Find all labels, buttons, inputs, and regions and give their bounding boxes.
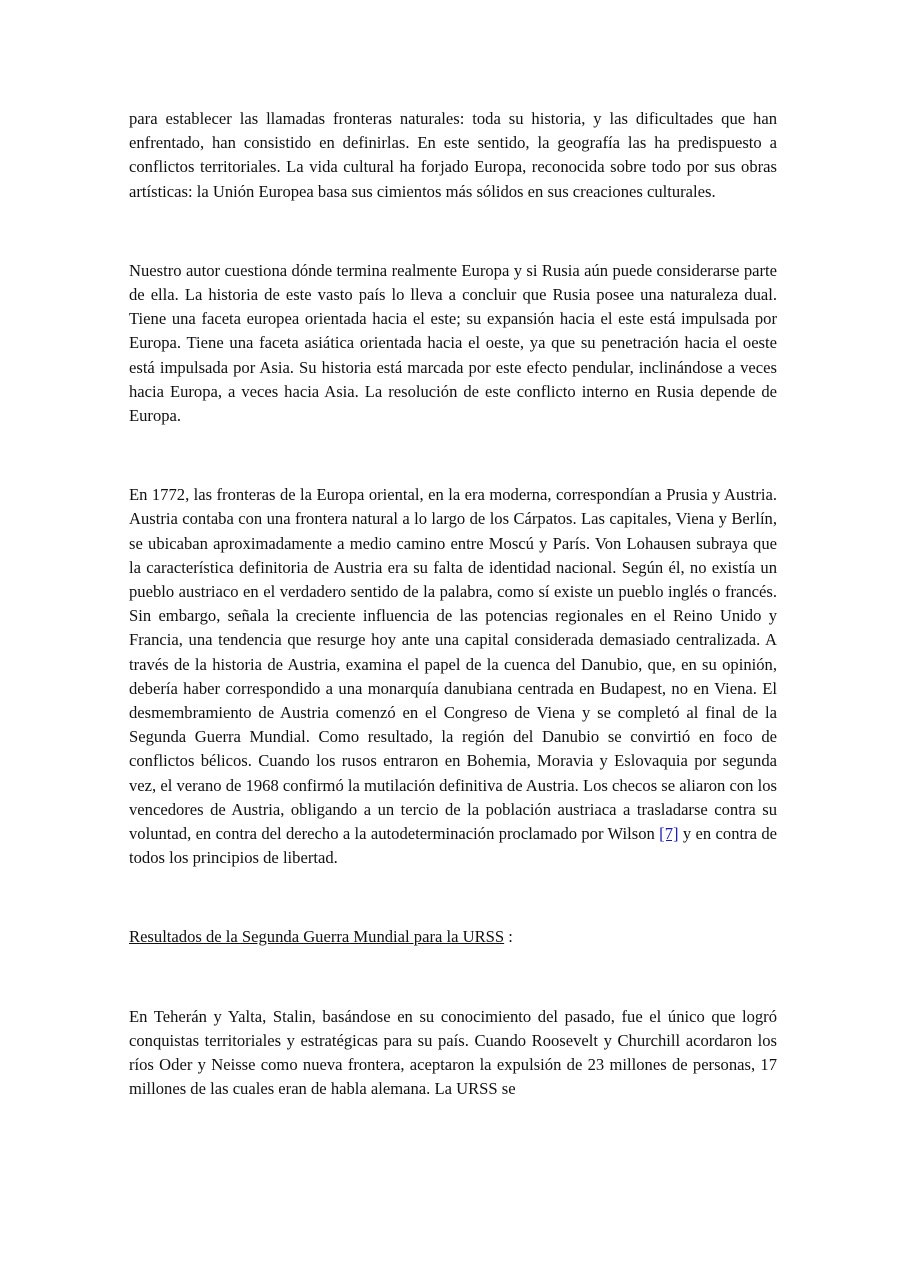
paragraph-austria-history (129, 483, 777, 870)
section-heading-colon: : (504, 927, 513, 947)
paragraph-natural-borders: para establecer las llamadas fronteras naturales: toda su historia, y las dificultades que han enfrentado, han consistido en definirlas. En este sentido, la geografía las ha predispuesto a conflictos territoriales. La vida cultural ha forjado Europa, reconocida sobre todo por sus obras artísticas: la Unión Europea basa sus cimientos más sólidos en sus creaciones culturales. (129, 109, 777, 201)
document-page (129, 107, 777, 1102)
section-heading-ussr-results (129, 925, 777, 949)
footnote-link-7[interactable]: [7] (659, 824, 679, 844)
paragraph-austria-text: En 1772, las fronteras de la Europa oriental, en la era moderna, correspondían a Prusia y Austria. Austria contaba con una frontera natural a lo largo de los Cárpatos. Las capitales, Viena y Berlín, se ubicaban aproximadamente a medio camino entre Moscú y París. Von Lohausen subraya que la característica definitoria de Austria era su falta de identidad nacional. Según él, no existía un pueblo austriaco en el verdadero sentido de la palabra, como sí existe un pueblo inglés o francés. Sin embargo, señala la creciente influencia de las potencias regionales en el Reino Unido y Francia, una tendencia que resurge hoy ante una capital considerada demasiado centralizada. A través de la historia de Austria, examina el papel de la cuenca del Danubio, que, en su opinión, debería haber correspondido a una monarquía danubiana centrada en Budapest, no en Viena. El desmembramiento de Austria comenzó en el Congreso de Viena y se completó al final de la Segunda Guerra Mundial. Como resultado, la región del Danubio se convirtió en foco de conflictos bélicos. Cuando los rusos entraron en Bohemia, Moravia y Eslovaquia por segunda vez, el verano de 1968 confirmó la mutilación definitiva de Austria. Los checos se aliaron con los vencedores de Austria, obligando a un tercio de la población austriaca a trasladarse contra su voluntad, en contra del derecho a la autodeterminación proclamado por Wilson (129, 485, 777, 844)
paragraph-austria-text-end: y en contra de todos los principios de libertad. (129, 824, 777, 868)
paragraph-tehran-yalta: En Teherán y Yalta, Stalin, basándose en su conocimiento del pasado, fue el único que logró conquistas territoriales y estratégicas para su país. Cuando Roosevelt y Churchill acordaron los ríos Oder y Neisse como nueva frontera, aceptaron la expulsión de 23 millones de personas, 17 millones de las cuales eran de habla alemana. La URSS se (129, 1006, 777, 1099)
paragraph-russia-dual-nature: Nuestro autor cuestiona dónde termina realmente Europa y si Rusia aún puede considerarse parte de ella. La historia de este vasto país lo lleva a concluir que Rusia posee una naturaleza dual. Tiene una faceta europea orientada hacia el este; su expansión hacia el este está impulsada por Europa. Tiene una faceta asiática orientada hacia el oeste, ya que su penetración hacia el oeste está impulsada por Asia. Su historia está marcada por este efecto pendular, inclinándose a veces hacia Europa, a veces hacia Asia. La resolución de este conflicto interno en Rusia depende de Europa. (129, 260, 777, 426)
section-heading-text: Resultados de la Segunda Guerra Mundial para la URSS (129, 927, 505, 947)
